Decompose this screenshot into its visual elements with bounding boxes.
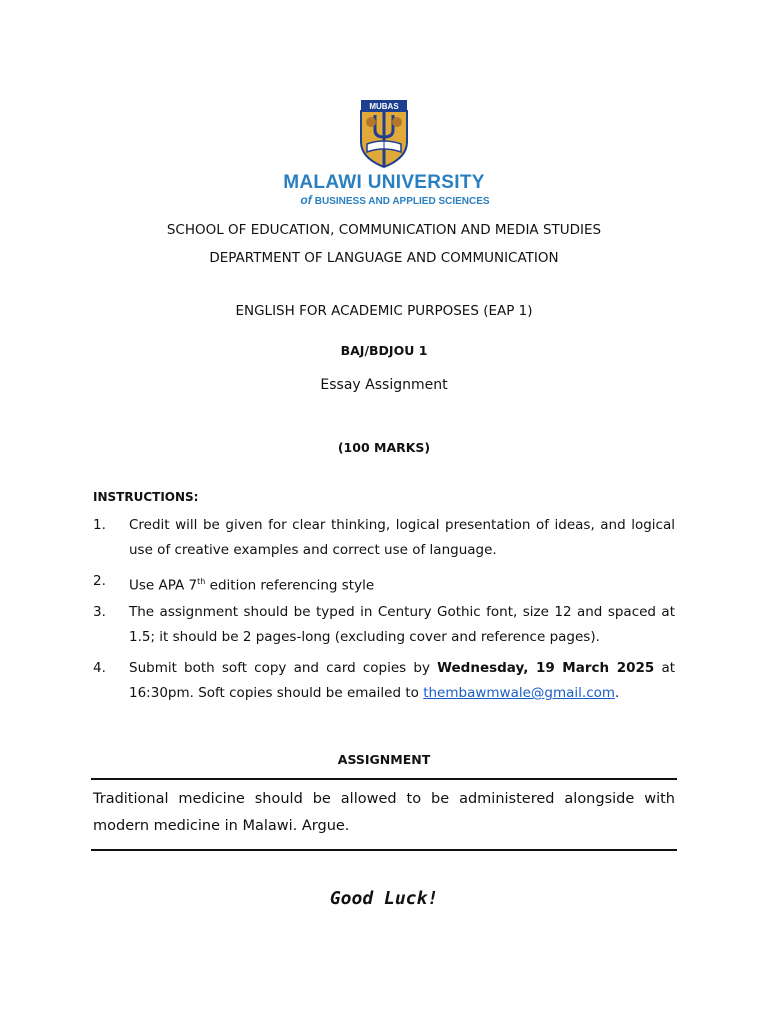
crest-label: MUBAS <box>369 102 399 111</box>
university-name-subtitle <box>22 194 768 208</box>
total-marks: (100 MARKS) <box>337 440 431 455</box>
university-name: MALAWI UNIVERSITY <box>283 172 485 193</box>
department-name: DEPARTMENT OF LANGUAGE AND COMMUNICATION <box>209 250 559 266</box>
instruction-item <box>93 656 675 706</box>
instruction-number: 3. <box>93 604 106 620</box>
instruction-item <box>93 513 675 563</box>
instruction-item <box>93 600 675 650</box>
instruction-number: 1. <box>93 517 106 533</box>
university-crest-icon <box>355 100 413 168</box>
instruction-text <box>129 656 675 706</box>
instruction-text <box>129 569 675 599</box>
instruction-superscript: th <box>197 577 206 586</box>
divider-top <box>91 778 677 780</box>
instruction-text-part: Submit both soft copy and card copies by <box>129 660 438 676</box>
university-name-line2: BUSINESS AND APPLIED SCIENCES <box>314 196 490 207</box>
closing-message: Good Luck! <box>329 888 439 909</box>
instruction-item <box>93 569 675 599</box>
instruction-text-part: Use APA 7 <box>129 577 198 594</box>
assignment-type: Essay Assignment <box>320 377 448 393</box>
instruction-number: 2. <box>93 573 106 589</box>
course-title: ENGLISH FOR ACADEMIC PURPOSES (EAP 1) <box>235 303 533 319</box>
instruction-text: Credit will be given for clear thinking, logical presentation of ideas, and logical use of creative examples and correct use of language. <box>129 517 675 558</box>
submission-deadline: Wednesday, 19 March 2025 <box>437 660 655 676</box>
instruction-number: 4. <box>93 660 106 676</box>
divider-bottom <box>91 849 677 851</box>
instruction-text-part: at 16:30pm. Soft copies should be emailed to <box>129 660 676 701</box>
instruction-text-part: edition referencing style <box>205 577 375 594</box>
university-name-of: of <box>300 193 312 207</box>
course-code: BAJ/BDJOU 1 <box>340 343 428 358</box>
assignment-question: Traditional medicine should be allowed to be administered alongside with modern medicine in Malawi. Argue. <box>93 791 675 834</box>
instructions-heading: INSTRUCTIONS: <box>93 490 199 504</box>
instruction-text-part: . <box>615 685 620 701</box>
instruction-text: The assignment should be typed in Century Gothic font, size 12 and spaced at 1.5; it should be 2 pages-long (excluding cover and reference pages). <box>129 604 675 645</box>
school-name: SCHOOL OF EDUCATION, COMMUNICATION AND MEDIA STUDIES <box>166 222 602 238</box>
email-link[interactable]: thembawmwale@gmail.com <box>423 685 616 701</box>
assignment-heading: ASSIGNMENT <box>337 752 431 767</box>
university-logo <box>0 100 768 208</box>
